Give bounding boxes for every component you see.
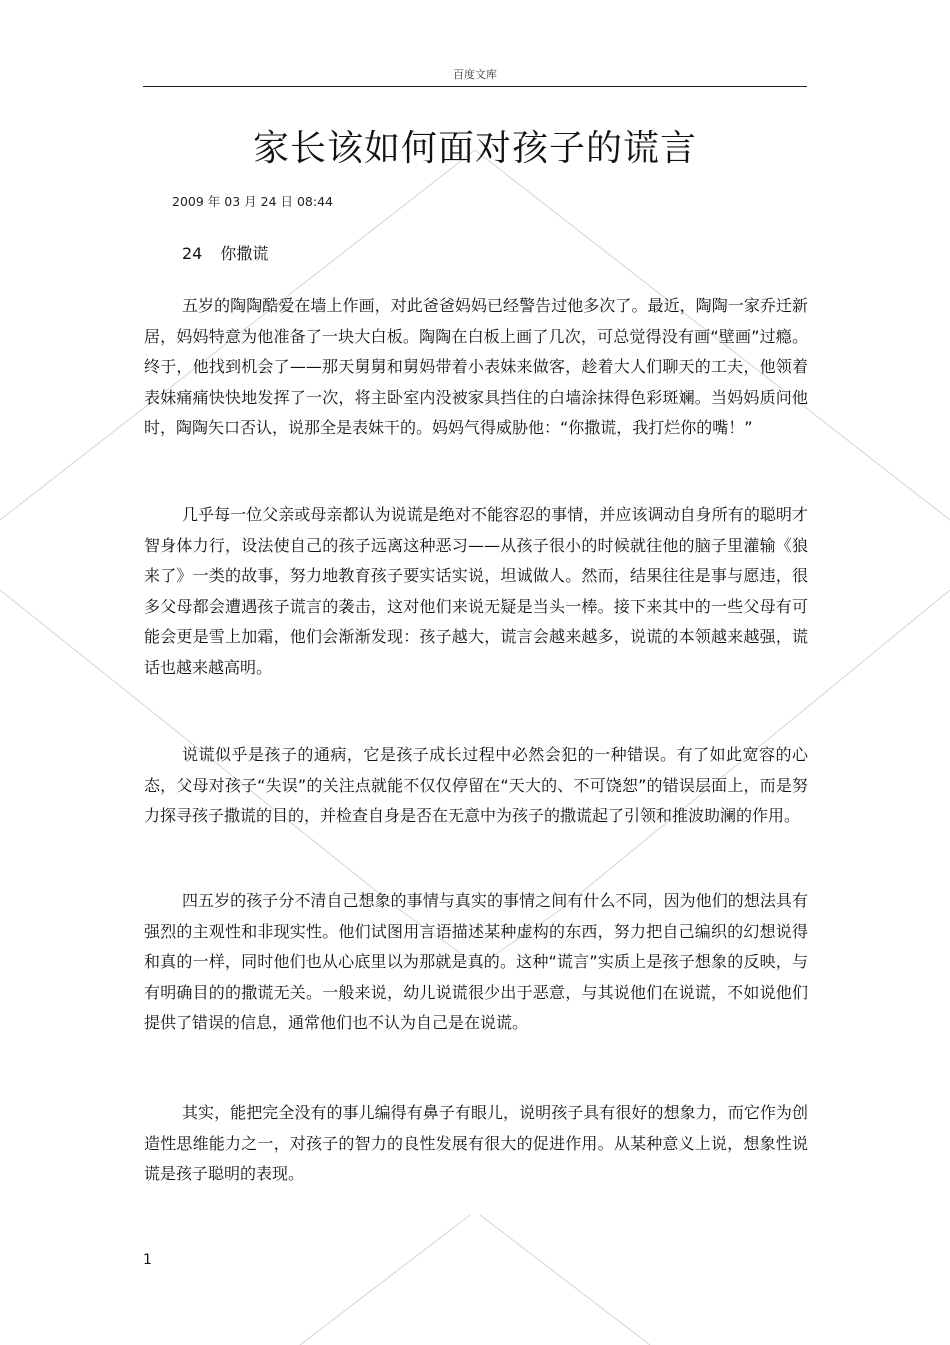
- section-title: 你撒谎: [220, 244, 269, 263]
- paragraph-4: 四五岁的孩子分不清自己想象的事情与真实的事情之间有什么不同，因为他们的想法具有强烈的主观性和非现实性。他们试图用言语描述某种虚构的东西，努力把自己编织的幻想说得和真的一样，同时他们也从心底里以为那就是真的。这种“谎言”实质上是孩子想象的反映，与有明确目的的撒谎无关。一般来说，幼儿说谎很少出于恶意，与其说他们在说谎，不如说他们提供了错误的信息，通常他们也不认为自己是在说谎。: [144, 891, 808, 1033]
- article-title: 家长该如何面对孩子的谎言: [252, 128, 697, 169]
- page-header-site: 百度文库: [453, 68, 497, 81]
- article-date: 2009 年 03 月 24 日 08:44: [172, 194, 333, 209]
- page-number: 1: [143, 1252, 152, 1268]
- paragraph-2: 几乎每一位父亲或母亲都认为说谎是绝对不能容忍的事情，并应该调动自身所有的聪明才智身体力行，设法使自己的孩子远离这种恶习——从孩子很小的时候就往他的脑子里灌输《狼来了》一类的故事，努力地教育孩子要实话实说，坦诚做人。然而，结果往往是事与愿违，很多父母都会遭遇孩子谎言的袭击，这对他们来说无疑是当头一棒。接下来其中的一些父母有可能会更是雪上加霜，他们会渐渐发现：孩子越大，谎言会越来越多，说谎的本领越来越强，谎话也越来越高明。: [144, 505, 808, 677]
- section-number: 24: [182, 244, 203, 263]
- paragraph-3: 说谎似乎是孩子的通病，它是孩子成长过程中必然会犯的一种错误。有了如此宽容的心态，父母对孩子“失误”的关注点就能不仅仅停留在“天大的、不可饶恕”的错误层面上，而是努力探寻孩子撒谎的目的，并检查自身是否在无意中为孩子的撒谎起了引领和推波助澜的作用。: [144, 745, 808, 826]
- paragraph-5: 其实，能把完全没有的事儿编得有鼻子有眼儿，说明孩子具有很好的想象力，而它作为创造性思维能力之一，对孩子的智力的良性发展有很大的促进作用。从某种意义上说，想象性说谎是孩子聪明的表现。: [144, 1103, 808, 1184]
- header-divider: [143, 86, 807, 87]
- section-heading: [182, 241, 268, 264]
- paragraph-1: 五岁的陶陶酷爱在墙上作画，对此爸爸妈妈已经警告过他多次了。最近，陶陶一家乔迁新居，妈妈特意为他准备了一块大白板。陶陶在白板上画了几次，可总觉得没有画“壁画”过瘾。终于，他找到机会了——那天舅舅和舅妈带着小表妹来做客，趁着大人们聊天的工夫，他领着表妹痛痛快快地发挥了一次，将主卧室内没被家具挡住的白墙涂抹得色彩斑斓。当妈妈质问他时，陶陶矢口否认，说那全是表妹干的。妈妈气得威胁他：“你撒谎，我打烂你的嘴！”: [144, 296, 808, 438]
